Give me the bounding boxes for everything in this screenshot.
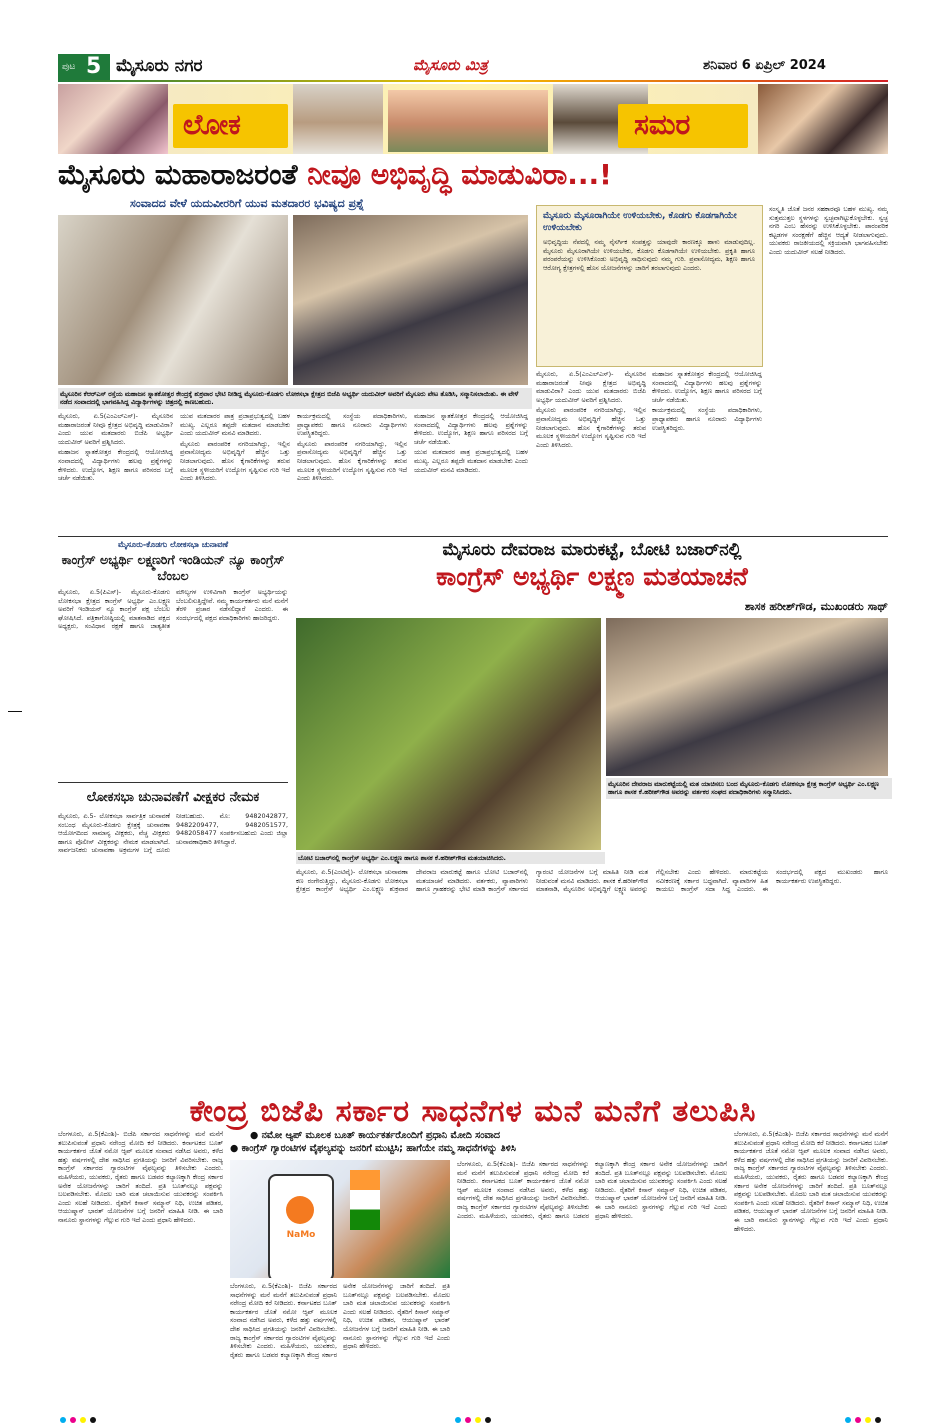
story5-bullet2: ಕಾಂಗ್ರೆಸ್ ಗ್ಯಾರಂಟಿಗಳ ವೈಫಲ್ಯವನ್ನು ಜನರಿಗೆ ಮುಟ್ಟಿಸಿ; ಹಾಗೆಯೇ ನಮ್ಮ ಸಾಧನೆಗಳನ್ನು ತಿಳಿಸಿ: [241, 1143, 516, 1154]
story3-body: ಮೈಸೂರು, ಏ.5- ಲೋಕಸಭಾ ಸಾರ್ವತ್ರಿಕ ಚುನಾವಣೆ ಸಂಬಂಧ ಮೈಸೂರು-ಕೊಡಗು ಕ್ಷೇತ್ರಕ್ಕೆ ಚುನಾವಣಾ ಆಯೋಗದಿಂದ ಸಾಮಾನ್ಯ ವೀಕ್ಷಕರು, ವೆಚ್ಚ ವೀಕ್ಷಕರು ಹಾಗೂ ಪೊಲೀಸ್ ವೀಕ್ಷಕರನ್ನು ನೇಮಕ ಮಾಡಲಾಗಿದೆ. ಸಾರ್ವಜನಿಕರು ಚುನಾವಣಾ ಅಕ್ರಮಗಳ ಬಗ್ಗೆ ದೂರು ನೀಡಬಹುದು. ಮೊ: 9482042877, 9482209477, 9482051577, 9482058477 ಸಂಪರ್ಕಿಸಬಹುದು ಎಂದು ಜಿಲ್ಲಾ ಚುನಾವಣಾಧಿಕಾರಿ ತಿಳಿಸಿದ್ದಾರೆ.: [58, 812, 288, 855]
masthead-rule: [58, 80, 888, 82]
story1-side-col: ಸಂಸ್ಕೃತಿ ಜೊತೆ ಜನರ ಸಹಕಾರವೂ ಬಹಳ ಮುಖ್ಯ. ನಮ್ಮ ಸುತ್ತಮುತ್ತಲ ಸ್ಥಳಗಳನ್ನು ಸ್ವಚ್ಛವಾಗಿಟ್ಟುಕೊಳ್ಳಬೇಕು. ಸ್ವಚ್ಛ ನಗರಿ ಎಂಬ ಹೆಸರನ್ನು ಉಳಿಸಿಕೊಳ್ಳಬೇಕು. ಪಾರಂಪರಿಕ ಕಟ್ಟಡಗಳ ಸಂರಕ್ಷಣೆಗೆ ಹೆಚ್ಚಿನ ಆದ್ಯತೆ ನೀಡಲಾಗುವುದು. ಯುವಕರು ರಾಜಕೀಯದಲ್ಲಿ ಸಕ್ರಿಯವಾಗಿ ಭಾಗವಹಿಸಬೇಕು ಎಂದು ಯದುವೀರ್ ಸಲಹೆ ನೀಡಿದರು.: [769, 205, 888, 256]
leader-portrait-1: [293, 84, 383, 154]
story3-headline: ಲೋಕಸಭಾ ಚುನಾವಣೆಗೆ ವೀಕ್ಷಕರ ನೇಮಕ: [86, 790, 260, 805]
paper-name-logo: ಮೈಸೂರು ಮಿತ್ರ: [413, 56, 488, 74]
story5-body-col3: ಬೆಂಗಳೂರು, ಏ.5(ಕೆಎಂಶಿ)- ಬಿಜೆಪಿ ಸರ್ಕಾರದ ಸಾಧನೆಗಳನ್ನು ಮನೆ ಮನೆಗೆ ತಲುಪಿಸುವಂತೆ ಪ್ರಧಾನಿ ನರೇಂದ್ರ ಮೋದಿ ಕರೆ ನೀಡಿದರು. ಕರ್ನಾಟಕದ ಬೂತ್ ಕಾರ್ಯಕರ್ತರ ಜೊತೆ ನಮೋ ಆ್ಯಪ್ ಮೂಲಕ ಸಂವಾದ ನಡೆಸಿದ ಅವರು, ಕಳೆದ ಹತ್ತು ವರ್ಷಗಳಲ್ಲಿ ದೇಶ ಸಾಧಿಸಿದ ಪ್ರಗತಿಯನ್ನು ಜನರಿಗೆ ವಿವರಿಸಬೇಕು. ರಾಜ್ಯ ಕಾಂಗ್ರೆಸ್ ಸರ್ಕಾರದ ಗ್ಯಾರಂಟಿಗಳ ವೈಫಲ್ಯವನ್ನು ತಿಳಿಸಬೇಕು ಎಂದರು. ಮಹಿಳೆಯರು, ಯುವಕರು, ರೈತರು ಹಾಗೂ ಬಡವರ ಕಲ್ಯಾಣಕ್ಕಾಗಿ ಕೇಂದ್ರ ಸರ್ಕಾರ ಅನೇಕ ಯೋಜನೆಗಳನ್ನು ಜಾರಿಗೆ ತಂದಿದೆ. ಪ್ರತಿ ಬೂತ್‌ನಲ್ಲೂ ಪಕ್ಷವನ್ನು ಬಲಪಡಿಸಬೇಕು. ಮೊದಲ ಬಾರಿ ಮತ ಚಲಾಯಿಸುವ ಯುವಕರನ್ನು ಸಂಪರ್ಕಿಸಿ ಎಂದು ಸಲಹೆ ನೀಡಿದರು. ರೈತರಿಗೆ ಕಿಸಾನ್ ಸಮ್ಮಾನ್ ನಿಧಿ, ಉಚಿತ ಪಡಿತರ, ಆಯುಷ್ಮಾನ್ ಭಾರತ್ ಯೋಜನೆಗಳ ಬಗ್ಗೆ ಜನರಿಗೆ ಮಾಹಿತಿ ನೀಡಿ. ಈ ಬಾರಿ ನಾನೂರು ಸ್ಥಾನಗಳನ್ನು ಗೆಲ್ಲುವ ಗುರಿ ಇದೆ ಎಂದು ಪ್ರಧಾನಿ ಹೇಳಿದರು.: [457, 1160, 727, 1220]
banner-word-right: ಸಮರ: [634, 108, 691, 141]
story1-para6: ಮಹಾಜನ ಸ್ನಾತಕೋತ್ತರ ಕೇಂದ್ರದಲ್ಲಿ ಆಯೋಜಿಸಿದ್ದ ಸಂವಾದದಲ್ಲಿ ವಿದ್ಯಾರ್ಥಿಗಳು ಹಲವು ಪ್ರಶ್ನೆಗಳನ್ನು ಕೇಳಿದರು. ಉದ್ಯೋಗ, ಶಿಕ್ಷಣ ಹಾಗೂ ಪರಿಸರದ ಬಗ್ಗೆ ಚರ್ಚೆ ನಡೆಯಿತು.: [414, 412, 528, 446]
banner-word-left: ಲೋಕ: [183, 108, 241, 141]
page-label: ಪುಟ: [62, 62, 76, 72]
story4-caption-right: ಮೈಸೂರಿನ ದೇವರಾಜ ಮಾರುಕಟ್ಟೆಯಲ್ಲಿ ಮತ ಯಾಚಿಸಲು ಬಂದ ಮೈಸೂರು-ಕೊಡಗು ಲೋಕಸಭಾ ಕ್ಷೇತ್ರ ಕಾಂಗ್ರೆಸ್ ಅಭ್ಯರ್ಥಿ ಎಂ.ಲಕ್ಷ್ಮಣ ಹಾಗೂ ಶಾಸಕ ಕೆ.ಹರೀಶ್‌ಗೌಡ ಅವರನ್ನು ವರ್ತಕರ ಸಂಘದ ಪದಾಧಿಕಾರಿಗಳು ಸನ್ಮಾನಿಸಿದರು.: [606, 778, 892, 799]
story1-continued-col1: [536, 370, 646, 532]
story5-body-col1: ಬೆಂಗಳೂರು, ಏ.5(ಕೆಎಂಶಿ)- ಬಿಜೆಪಿ ಸರ್ಕಾರದ ಸಾಧನೆಗಳನ್ನು ಮನೆ ಮನೆಗೆ ತಲುಪಿಸುವಂತೆ ಪ್ರಧಾನಿ ನರೇಂದ್ರ ಮೋದಿ ಕರೆ ನೀಡಿದರು. ಕರ್ನಾಟಕದ ಬೂತ್ ಕಾರ್ಯಕರ್ತರ ಜೊತೆ ನಮೋ ಆ್ಯಪ್ ಮೂಲಕ ಸಂವಾದ ನಡೆಸಿದ ಅವರು, ಕಳೆದ ಹತ್ತು ವರ್ಷಗಳಲ್ಲಿ ದೇಶ ಸಾಧಿಸಿದ ಪ್ರಗತಿಯನ್ನು ಜನರಿಗೆ ವಿವರಿಸಬೇಕು. ರಾಜ್ಯ ಕಾಂಗ್ರೆಸ್ ಸರ್ಕಾರದ ಗ್ಯಾರಂಟಿಗಳ ವೈಫಲ್ಯವನ್ನು ತಿಳಿಸಬೇಕು ಎಂದರು. ಮಹಿಳೆಯರು, ಯುವಕರು, ರೈತರು ಹಾಗೂ ಬಡವರ ಕಲ್ಯಾಣಕ್ಕಾಗಿ ಕೇಂದ್ರ ಸರ್ಕಾರ ಅನೇಕ ಯೋಜನೆಗಳನ್ನು ಜಾರಿಗೆ ತಂದಿದೆ. ಪ್ರತಿ ಬೂತ್‌ನಲ್ಲೂ ಪಕ್ಷವನ್ನು ಬಲಪಡಿಸಬೇಕು. ಮೊದಲ ಬಾರಿ ಮತ ಚಲಾಯಿಸುವ ಯುವಕರನ್ನು ಸಂಪರ್ಕಿಸಿ ಎಂದು ಸಲಹೆ ನೀಡಿದರು. ರೈತರಿಗೆ ಕಿಸಾನ್ ಸಮ್ಮಾನ್ ನಿಧಿ, ಉಚಿತ ಪಡಿತರ, ಆಯುಷ್ಮಾನ್ ಭಾರತ್ ಯೋಜನೆಗಳ ಬಗ್ಗೆ ಜನರಿಗೆ ಮಾಹಿತಿ ನೀಡಿ. ಈ ಬಾರಿ ನಾನೂರು ಸ್ಥಾನಗಳನ್ನು ಗೆಲ್ಲುವ ಗುರಿ ಇದೆ ಎಂದು ಪ್ರಧಾನಿ ಹೇಳಿದರು.: [58, 1130, 223, 1224]
story1-box: [536, 205, 763, 367]
bullet-icon: ●: [250, 1130, 262, 1141]
banner-word-left-box: [173, 104, 288, 148]
banner-word-right-box: [618, 104, 748, 148]
story5-bullet1: ನಮೋ ಆ್ಯಪ್ ಮೂಲಕ ಬೂತ್ ಕಾರ್ಯಕರ್ತರೊಂದಿಗೆ ಪ್ರಧಾನಿ ಮೋದಿ ಸಂವಾದ: [261, 1130, 501, 1141]
story1-photo-students: [293, 215, 528, 385]
issue-date: ಶನಿವಾರ 6 ಏಪ್ರಿಲ್ 2024: [703, 58, 826, 73]
tricolour-flag-icon: [350, 1170, 380, 1230]
registration-dots-right: [845, 1408, 885, 1427]
section-name: ಮೈಸೂರು ನಗರ: [116, 56, 203, 76]
story5-body-col4: ಬೆಂಗಳೂರು, ಏ.5(ಕೆಎಂಶಿ)- ಬಿಜೆಪಿ ಸರ್ಕಾರದ ಸಾಧನೆಗಳನ್ನು ಮನೆ ಮನೆಗೆ ತಲುಪಿಸುವಂತೆ ಪ್ರಧಾನಿ ನರೇಂದ್ರ ಮೋದಿ ಕರೆ ನೀಡಿದರು. ಕರ್ನಾಟಕದ ಬೂತ್ ಕಾರ್ಯಕರ್ತರ ಜೊತೆ ನಮೋ ಆ್ಯಪ್ ಮೂಲಕ ಸಂವಾದ ನಡೆಸಿದ ಅವರು, ಕಳೆದ ಹತ್ತು ವರ್ಷಗಳಲ್ಲಿ ದೇಶ ಸಾಧಿಸಿದ ಪ್ರಗತಿಯನ್ನು ಜನರಿಗೆ ವಿವರಿಸಬೇಕು. ರಾಜ್ಯ ಕಾಂಗ್ರೆಸ್ ಸರ್ಕಾರದ ಗ್ಯಾರಂಟಿಗಳ ವೈಫಲ್ಯವನ್ನು ತಿಳಿಸಬೇಕು ಎಂದರು. ಮಹಿಳೆಯರು, ಯುವಕರು, ರೈತರು ಹಾಗೂ ಬಡವರ ಕಲ್ಯಾಣಕ್ಕಾಗಿ ಕೇಂದ್ರ ಸರ್ಕಾರ ಅನೇಕ ಯೋಜನೆಗಳನ್ನು ಜಾರಿಗೆ ತಂದಿದೆ. ಪ್ರತಿ ಬೂತ್‌ನಲ್ಲೂ ಪಕ್ಷವನ್ನು ಬಲಪಡಿಸಬೇಕು. ಮೊದಲ ಬಾರಿ ಮತ ಚಲಾಯಿಸುವ ಯುವಕರನ್ನು ಸಂಪರ್ಕಿಸಿ ಎಂದು ಸಲಹೆ ನೀಡಿದರು. ರೈತರಿಗೆ ಕಿಸಾನ್ ಸಮ್ಮಾನ್ ನಿಧಿ, ಉಚಿತ ಪಡಿತರ, ಆಯುಷ್ಮಾನ್ ಭಾರತ್ ಯೋಜನೆಗಳ ಬಗ್ಗೆ ಜನರಿಗೆ ಮಾಹಿತಿ ನೀಡಿ. ಈ ಬಾರಿ ನಾನೂರು ಸ್ಥಾನಗಳನ್ನು ಗೆಲ್ಲುವ ಗುರಿ ಇದೆ ಎಂದು ಪ್ರಧಾನಿ ಹೇಳಿದರು.: [734, 1130, 888, 1233]
voters-photo-left: [58, 84, 168, 154]
story1-para1-repeat: ಮೈಸೂರು ಪಾರಂಪರಿಕ ನಗರಿಯಾಗಿದ್ದು, ಇಲ್ಲಿನ ಪ್ರವಾಸೋದ್ಯಮ ಅಭಿವೃದ್ಧಿಗೆ ಹೆಚ್ಚಿನ ಒತ್ತು ನೀಡಲಾಗುವುದು. ಹೊಸ ಕೈಗಾರಿಕೆಗಳನ್ನು ತರುವ ಮೂಲಕ ಸ್ಥಳೀಯರಿಗೆ ಉದ್ಯೋಗ ಸೃಷ್ಟಿಸುವ ಗುರಿ ಇದೆ ಎಂದು ತಿಳಿಸಿದರು.: [297, 439, 407, 483]
story5-headline: ಕೇಂದ್ರ ಬಿಜೆಪಿ ಸರ್ಕಾರ ಸಾಧನೆಗಳ ಮನೆ ಮನೆಗೆ ತಲುಪಿಸಿ: [189, 1094, 757, 1129]
story2-body: ಮೈಸೂರು, ಏ.5(ಪಿಎಸ್)- ಮೈಸೂರು-ಕೊಡಗು ಲೋಕಸಭಾ ಕ್ಷೇತ್ರದ ಕಾಂಗ್ರೆಸ್ ಅಭ್ಯರ್ಥಿ ಎಂ.ಲಕ್ಷ್ಮಣ ಅವರಿಗೆ ಇಂಡಿಯನ್ ನ್ಯೂ ಕಾಂಗ್ರೆಸ್ ಪಕ್ಷ ಬೆಂಬಲ ಘೋಷಿಸಿದೆ. ಪತ್ರಿಕಾಗೋಷ್ಠಿಯಲ್ಲಿ ಮಾತನಾಡಿದ ಪಕ್ಷದ ಅಧ್ಯಕ್ಷರು, ಸಂವಿಧಾನ ರಕ್ಷಣೆ ಹಾಗೂ ಜಾತ್ಯತೀತ ಮೌಲ್ಯಗಳ ಉಳಿವಿಗಾಗಿ ಕಾಂಗ್ರೆಸ್ ಅಭ್ಯರ್ಥಿಯನ್ನು ಬೆಂಬಲಿಸುತ್ತಿದ್ದೇವೆ. ನಮ್ಮ ಕಾರ್ಯಕರ್ತರು ಮನೆ ಮನೆಗೆ ತೆರಳಿ ಪ್ರಚಾರ ನಡೆಸಲಿದ್ದಾರೆ ಎಂದರು. ಈ ಸಂದರ್ಭದಲ್ಲಿ ಪಕ್ಷದ ಪದಾಧಿಕಾರಿಗಳು ಹಾಜರಿದ್ದರು.: [58, 588, 288, 631]
story1-headline: [58, 158, 888, 194]
story4-photo-devaraja-market: [606, 618, 888, 776]
story4-photo-banana-market: [296, 618, 601, 850]
phone-mockup: [268, 1174, 334, 1278]
namo-app-logo-icon: [286, 1196, 314, 1224]
divider-1: [58, 536, 888, 537]
story4-headline-part2: ಕಾಂಗ್ರೆಸ್ ಅಭ್ಯರ್ಥಿ ಲಕ್ಷ್ಮಣ ಮತಯಾಚನೆ: [436, 562, 748, 591]
story1-para3: ಯುವ ಮತದಾರರ ಪಾತ್ರ ಪ್ರಜಾಪ್ರಭುತ್ವದಲ್ಲಿ ಬಹಳ ಮುಖ್ಯ. ಎಲ್ಲರೂ ತಪ್ಪದೇ ಮತದಾನ ಮಾಡಬೇಕು ಎಂದು ಯದುವೀರ್ ಮನವಿ ಮಾಡಿದರು.: [180, 412, 290, 438]
story4-body: ಮೈಸೂರು, ಏ.5(ಎಂಟಿವೈ)- ಲೋಕಸಭಾ ಚುನಾವಣಾ ಕಣ ರಂಗೇರುತ್ತಿದ್ದು, ಮೈಸೂರು-ಕೊಡಗು ಲೋಕಸಭಾ ಕ್ಷೇತ್ರದ ಕಾಂಗ್ರೆಸ್ ಅಭ್ಯರ್ಥಿ ಎಂ.ಲಕ್ಷ್ಮಣ ಶುಕ್ರವಾರ ದೇವರಾಜ ಮಾರುಕಟ್ಟೆ ಹಾಗೂ ಬೋಟಿ ಬಜಾರ್‌ನಲ್ಲಿ ಮತಯಾಚನೆ ಮಾಡಿದರು. ವರ್ತಕರು, ವ್ಯಾಪಾರಿಗಳು ಹಾಗೂ ಗ್ರಾಹಕರನ್ನು ಭೇಟಿ ಮಾಡಿ ಕಾಂಗ್ರೆಸ್ ಸರ್ಕಾರದ ಗ್ಯಾರಂಟಿ ಯೋಜನೆಗಳ ಬಗ್ಗೆ ಮಾಹಿತಿ ನೀಡಿ ಮತ ನೀಡುವಂತೆ ಮನವಿ ಮಾಡಿದರು. ಶಾಸಕ ಕೆ.ಹರೀಶ್‌ಗೌಡ ಮಾತನಾಡಿ, ಮೈಸೂರಿನ ಅಭಿವೃದ್ಧಿಗೆ ಲಕ್ಷ್ಮಣ ಅವರನ್ನು ಗೆಲ್ಲಿಸಬೇಕು ಎಂದು ಹೇಳಿದರು. ಮಾರುಕಟ್ಟೆಯ ನವೀಕರಣಕ್ಕೆ ಸರ್ಕಾರ ಬದ್ಧವಾಗಿದೆ. ವ್ಯಾಪಾರಿಗಳ ಹಿತ ಕಾಯಲು ಕಾಂಗ್ರೆಸ್ ಸದಾ ಸಿದ್ಧ ಎಂದರು. ಈ ಸಂದರ್ಭದಲ್ಲಿ ಪಕ್ಷದ ಮುಖಂಡರು ಹಾಗೂ ಕಾರ್ಯಕರ್ತರು ಉಪಸ್ಥಿತರಿದ್ದರು.: [296, 868, 888, 894]
parliament-building-image: [388, 90, 548, 152]
story4-caption-left: ಬೋಟಿ ಬಜಾರ್‌ನಲ್ಲಿ ಕಾಂಗ್ರೆಸ್ ಅಭ್ಯರ್ಥಿ ಎಂ.ಲಕ್ಷ್ಮಣ ಹಾಗೂ ಶಾಸಕ ಕೆ.ಹರೀಶ್‌ಗೌಡ ಮತಯಾಚಿಸಿದರು.: [296, 852, 605, 864]
story1-para2: ಮಹಾಜನ ಸ್ನಾತಕೋತ್ತರ ಕೇಂದ್ರದಲ್ಲಿ ಆಯೋಜಿಸಿದ್ದ ಸಂವಾದದಲ್ಲಿ ವಿದ್ಯಾರ್ಥಿಗಳು ಹಲವು ಪ್ರಶ್ನೆಗಳನ್ನು ಕೇಳಿದರು. ಉದ್ಯೋಗ, ಶಿಕ್ಷಣ ಹಾಗೂ ಪರಿಸರದ ಬಗ್ಗೆ ಚರ್ಚೆ ನಡೆಯಿತು.: [58, 448, 173, 483]
story1-cont-para3: ಮಹಾಜನ ಸ್ನಾತಕೋತ್ತರ ಕೇಂದ್ರದಲ್ಲಿ ಆಯೋಜಿಸಿದ್ದ ಸಂವಾದದಲ್ಲಿ ವಿದ್ಯಾರ್ಥಿಗಳು ಹಲವು ಪ್ರಶ್ನೆಗಳನ್ನು ಕೇಳಿದರು. ಉದ್ಯೋಗ, ಶಿಕ್ಷಣ ಹಾಗೂ ಪರಿಸರದ ಬಗ್ಗೆ ಚರ್ಚೆ ನಡೆಯಿತು.: [652, 370, 762, 404]
lok-samara-banner: [58, 84, 888, 154]
page-number: 5: [86, 54, 102, 79]
story1-para4: ಮೈಸೂರು ಪಾರಂಪರಿಕ ನಗರಿಯಾಗಿದ್ದು, ಇಲ್ಲಿನ ಪ್ರವಾಸೋದ್ಯಮ ಅಭಿವೃದ್ಧಿಗೆ ಹೆಚ್ಚಿನ ಒತ್ತು ನೀಡಲಾಗುವುದು. ಹೊಸ ಕೈಗಾರಿಕೆಗಳನ್ನು ತರುವ ಮೂಲಕ ಸ್ಥಳೀಯರಿಗೆ ಉದ್ಯೋಗ ಸೃಷ್ಟಿಸುವ ಗುರಿ ಇದೆ ಎಂದು ತಿಳಿಸಿದರು.: [180, 439, 290, 483]
story1-cont-para4: ಕಾರ್ಯಕ್ರಮದಲ್ಲಿ ಸಂಸ್ಥೆಯ ಪದಾಧಿಕಾರಿಗಳು, ಪ್ರಾಧ್ಯಾಪಕರು ಹಾಗೂ ನೂರಾರು ವಿದ್ಯಾರ್ಥಿಗಳು ಉಪಸ್ಥಿತರಿದ್ದರು.: [652, 406, 762, 432]
story1-headline-part2: ನೀವೂ ಅಭಿವೃದ್ಧಿ ಮಾಡುವಿರಾ...!: [307, 158, 612, 191]
story1-para7: ಯುವ ಮತದಾರರ ಪಾತ್ರ ಪ್ರಜಾಪ್ರಭುತ್ವದಲ್ಲಿ ಬಹಳ ಮುಖ್ಯ. ಎಲ್ಲರೂ ತಪ್ಪದೇ ಮತದಾನ ಮಾಡಬೇಕು ಎಂದು ಯದುವೀರ್ ಮನವಿ ಮಾಡಿದರು.: [414, 448, 528, 474]
story1-caption: ಮೈಸೂರಿನ ಕೆಆರ್‌ಎಸ್ ರಸ್ತೆಯ ಮಹಾಜನ ಸ್ನಾತಕೋತ್ತರ ಕೇಂದ್ರಕ್ಕೆ ಶುಕ್ರವಾರ ಭೇಟಿ ನೀಡಿದ್ದ ಮೈಸೂರು-ಕೊಡಗು ಲೋಕಸಭಾ ಕ್ಷೇತ್ರದ ಬಿಜೆಪಿ ಅಭ್ಯರ್ಥಿ ಯದುವೀರ್ ಅವರಿಗೆ ಮೈಸೂರು ಪೇಟ ತೊಡಿಸಿ, ಸನ್ಮಾನಿಸಲಾಯಿತು. ಈ ವೇಳೆ ನಡೆದ ಸಂವಾದದಲ್ಲಿ ಭಾಗವಹಿಸಿದ್ದ ವಿದ್ಯಾರ್ಥಿಗಳನ್ನು ಚಿತ್ರದಲ್ಲಿ ಕಾಣಬಹುದು.: [58, 388, 532, 409]
registration-dots-left: [60, 1408, 100, 1427]
story1-body-col1: [58, 412, 173, 534]
story1-subhead: ಸಂವಾದದ ವೇಳೆ ಯದುವೀರರಿಗೆ ಯುವ ಮತದಾರರ ಭವಿಷ್ಯದ ಪ್ರಶ್ನೆ: [130, 197, 365, 210]
story5-body-col2: ಬೆಂಗಳೂರು, ಏ.5(ಕೆಎಂಶಿ)- ಬಿಜೆಪಿ ಸರ್ಕಾರದ ಸಾಧನೆಗಳನ್ನು ಮನೆ ಮನೆಗೆ ತಲುಪಿಸುವಂತೆ ಪ್ರಧಾನಿ ನರೇಂದ್ರ ಮೋದಿ ಕರೆ ನೀಡಿದರು. ಕರ್ನಾಟಕದ ಬೂತ್ ಕಾರ್ಯಕರ್ತರ ಜೊತೆ ನಮೋ ಆ್ಯಪ್ ಮೂಲಕ ಸಂವಾದ ನಡೆಸಿದ ಅವರು, ಕಳೆದ ಹತ್ತು ವರ್ಷಗಳಲ್ಲಿ ದೇಶ ಸಾಧಿಸಿದ ಪ್ರಗತಿಯನ್ನು ಜನರಿಗೆ ವಿವರಿಸಬೇಕು. ರಾಜ್ಯ ಕಾಂಗ್ರೆಸ್ ಸರ್ಕಾರದ ಗ್ಯಾರಂಟಿಗಳ ವೈಫಲ್ಯವನ್ನು ತಿಳಿಸಬೇಕು ಎಂದರು. ಮಹಿಳೆಯರು, ಯುವಕರು, ರೈತರು ಹಾಗೂ ಬಡವರ ಕಲ್ಯಾಣಕ್ಕಾಗಿ ಕೇಂದ್ರ ಸರ್ಕಾರ ಅನೇಕ ಯೋಜನೆಗಳನ್ನು ಜಾರಿಗೆ ತಂದಿದೆ. ಪ್ರತಿ ಬೂತ್‌ನಲ್ಲೂ ಪಕ್ಷವನ್ನು ಬಲಪಡಿಸಬೇಕು. ಮೊದಲ ಬಾರಿ ಮತ ಚಲಾಯಿಸುವ ಯುವಕರನ್ನು ಸಂಪರ್ಕಿಸಿ ಎಂದು ಸಲಹೆ ನೀಡಿದರು. ರೈತರಿಗೆ ಕಿಸಾನ್ ಸಮ್ಮಾನ್ ನಿಧಿ, ಉಚಿತ ಪಡಿತರ, ಆಯುಷ್ಮಾನ್ ಭಾರತ್ ಯೋಜನೆಗಳ ಬಗ್ಗೆ ಜನರಿಗೆ ಮಾಹಿತಿ ನೀಡಿ. ಈ ಬಾರಿ ನಾನೂರು ಸ್ಥಾನಗಳನ್ನು ಗೆಲ್ಲುವ ಗುರಿ ಇದೆ ಎಂದು ಪ್ರಧಾನಿ ಹೇಳಿದರು.: [230, 1282, 450, 1359]
bullet-icon-2: ●: [230, 1143, 242, 1154]
story1-body-col2: [180, 412, 290, 534]
story1-headline-part1: ಮೈಸೂರು ಮಹಾರಾಜರಂತೆ: [58, 158, 298, 191]
story5-bullet1-row: [250, 1130, 720, 1141]
story1-body-col3: [297, 412, 407, 534]
story4-subhead: ಶಾಸಕ ಹರೀಶ್‌ಗೌಡ, ಮುಖಂಡರು ಸಾಥ್: [744, 600, 888, 613]
story5-bullet2-row: [230, 1143, 750, 1154]
page-number-box: [58, 54, 110, 80]
story2-headline: ಕಾಂಗ್ರೆಸ್ ಅಭ್ಯರ್ಥಿ ಲಕ್ಷ್ಮಣರಿಗೆ ಇಂಡಿಯನ್ ನ್ಯೂ ಕಾಂಗ್ರೆಸ್ ಬೆಂಬಲ: [61, 552, 285, 583]
margin-mark: [8, 711, 22, 712]
story5-namo-app-image: [230, 1160, 450, 1278]
namo-app-name: NaMo: [286, 1230, 316, 1240]
divider-2: [58, 782, 288, 783]
story1-body-col4: [414, 412, 528, 534]
story2-kicker: ಮೈಸೂರು-ಕೊಡಗು ಲೋಕಸಭಾ ಚುನಾವಣೆ: [117, 540, 229, 549]
story1-cont-para2: ಮೈಸೂರು ಪಾರಂಪರಿಕ ನಗರಿಯಾಗಿದ್ದು, ಇಲ್ಲಿನ ಪ್ರವಾಸೋದ್ಯಮ ಅಭಿವೃದ್ಧಿಗೆ ಹೆಚ್ಚಿನ ಒತ್ತು ನೀಡಲಾಗುವುದು. ಹೊಸ ಕೈಗಾರಿಕೆಗಳನ್ನು ತರುವ ಮೂಲಕ ಸ್ಥಳೀಯರಿಗೆ ಉದ್ಯೋಗ ಸೃಷ್ಟಿಸುವ ಗುರಿ ಇದೆ ಎಂದು ತಿಳಿಸಿದರು.: [536, 406, 646, 449]
story1-para5: ಕಾರ್ಯಕ್ರಮದಲ್ಲಿ ಸಂಸ್ಥೆಯ ಪದಾಧಿಕಾರಿಗಳು, ಪ್ರಾಧ್ಯಾಪಕರು ಹಾಗೂ ನೂರಾರು ವಿದ್ಯಾರ್ಥಿಗಳು ಉಪಸ್ಥಿತರಿದ್ದರು.: [297, 412, 407, 438]
story1-photo-felicitation: [58, 215, 288, 385]
registration-dots-center: [455, 1408, 495, 1427]
story1-continued-col2: [652, 370, 762, 532]
masthead: [58, 52, 888, 82]
voters-photo-right: [758, 84, 888, 154]
story1-box-title: ಮೈಸೂರು ಮೈಸೂರಾಗಿಯೇ ಉಳಿಯಬೇಕು, ಕೊಡಗು ಕೊಡಗಾಗಿಯೇ ಉಳಿಯಬೇಕು: [543, 211, 737, 233]
story1-box-body: ಅಭಿವೃದ್ಧಿಯ ನೆಪದಲ್ಲಿ ನಮ್ಮ ನೈಸರ್ಗಿಕ ಸಂಪತ್ತನ್ನು ಯಾವುದೇ ಕಾರಣಕ್ಕೂ ಹಾಳು ಮಾಡುವುದಿಲ್ಲ. ಮೈಸೂರು ಮೈಸೂರಾಗಿಯೇ ಉಳಿಯಬೇಕು, ಕೊಡಗು ಕೊಡಗಾಗಿಯೇ ಉಳಿಯಬೇಕು. ಪ್ರಕೃತಿ ಹಾಗೂ ಪರಂಪರೆಯನ್ನು ಉಳಿಸಿಕೊಂಡು ಅಭಿವೃದ್ಧಿ ಸಾಧಿಸುವುದು ನಮ್ಮ ಗುರಿ. ಪ್ರವಾಸೋದ್ಯಮ, ಶಿಕ್ಷಣ ಹಾಗೂ ಆರೋಗ್ಯ ಕ್ಷೇತ್ರಗಳಲ್ಲಿ ಹೊಸ ಯೋಜನೆಗಳನ್ನು ಜಾರಿಗೆ ತರಲಾಗುವುದು ಎಂದರು.: [543, 238, 755, 272]
story1-cont-para1: ಮೈಸೂರು, ಏ.5(ಎಂಎಲ್‌ಎಸ್)- ಮೈಸೂರಿನ ಮಹಾರಾಜರಂತೆ ನೀವೂ ಕ್ಷೇತ್ರದ ಅಭಿವೃದ್ಧಿ ಮಾಡುವಿರಾ? ಎಂದು ಯುವ ಮತದಾರರು ಬಿಜೆಪಿ ಅಭ್ಯರ್ಥಿ ಯದುವೀರ್ ಅವರಿಗೆ ಪ್ರಶ್ನಿಸಿದರು.: [536, 370, 646, 404]
story1-para1: ಮೈಸೂರು, ಏ.5(ಎಂಎಲ್‌ಎಸ್)- ಮೈಸೂರಿನ ಮಹಾರಾಜರಂತೆ ನೀವೂ ಕ್ಷೇತ್ರದ ಅಭಿವೃದ್ಧಿ ಮಾಡುವಿರಾ? ಎಂದು ಯುವ ಮತದಾರರು ಬಿಜೆಪಿ ಅಭ್ಯರ್ಥಿ ಯದುವೀರ್ ಅವರಿಗೆ ಪ್ರಶ್ನಿಸಿದರು.: [58, 412, 173, 446]
story4-headline-part1: ಮೈಸೂರು ದೇವರಾಜ ಮಾರುಕಟ್ಟೆ, ಬೋಟಿ ಬಜಾರ್‌ನಲ್ಲಿ: [442, 540, 742, 560]
